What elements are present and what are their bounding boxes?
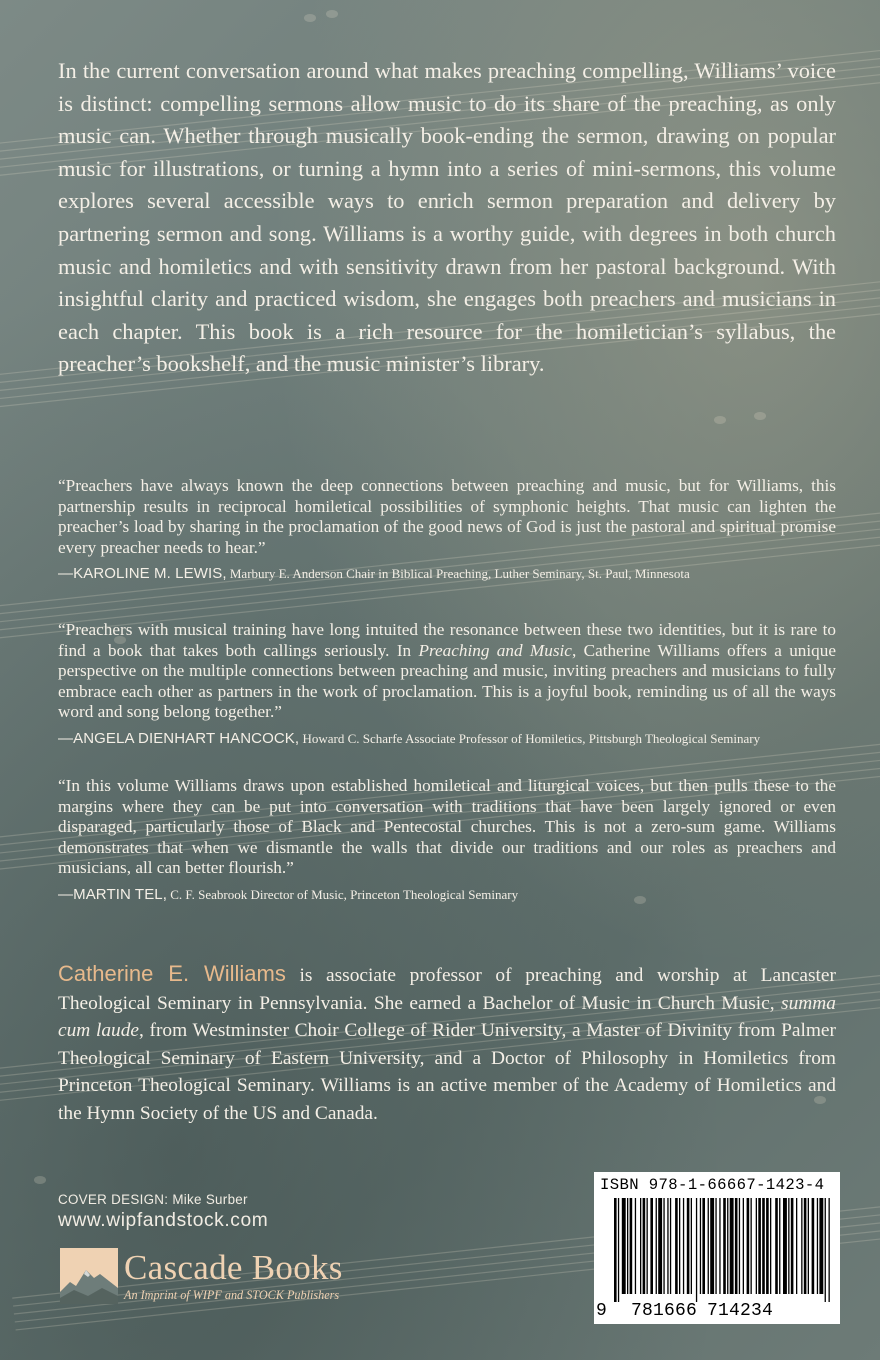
endorser-name: KAROLINE M. LEWIS, xyxy=(73,565,227,583)
barcode-bar xyxy=(658,1198,662,1294)
barcode-bar xyxy=(630,1198,633,1294)
barcode-bar xyxy=(791,1198,794,1294)
endorsement-attribution xyxy=(58,565,836,583)
endorser-name: MARTIN TEL, xyxy=(73,885,168,903)
quote-text: , Catherine Williams offers a unique perspective on the multiple connections between preaching and music, inviting preachers and musicians to fully embrace each other as partners in the work of proclamation. This is a joyful book, reminding us of all the ways word and song belong together.” xyxy=(58,640,836,722)
endorsement-2 xyxy=(58,620,836,748)
barcode-bar xyxy=(735,1198,738,1294)
cover-designer: Mike Surber xyxy=(168,1192,248,1207)
endorser-dash: — xyxy=(58,885,74,903)
barcode-bar xyxy=(675,1198,678,1294)
ean-digits xyxy=(596,1301,838,1321)
barcode-bar xyxy=(647,1198,648,1294)
endorser-name: ANGELA DIENHART HANCOCK, xyxy=(73,729,300,747)
barcode-bar xyxy=(687,1198,690,1294)
barcode-bar xyxy=(723,1198,726,1294)
barcode-bar xyxy=(643,1198,646,1294)
barcode-bar xyxy=(766,1198,769,1294)
cover-design-label: COVER DESIGN: xyxy=(58,1192,169,1207)
endorsement-quote: “In this volume Williams draws upon established homiletical and liturgical voices, but then pulls these to the margins where they can be put into conversation with traditions that have been largely ignored or even disparaged, particularly those of Black and Pentecostal churches. This is not a zero-sum game. Williams demonstrates that when we dismantle the walls that divide our traditions and our roles as preachers and musicians, all can better flourish.” xyxy=(58,776,836,878)
barcode-bar xyxy=(614,1198,617,1302)
barcode-bar xyxy=(727,1198,728,1294)
barcode-bar xyxy=(819,1198,823,1294)
endorser-title: Marbury E. Anderson Chair in Biblical Preaching, Luther Seminary, St. Paul, Minnesota xyxy=(229,566,690,582)
publisher-imprint xyxy=(60,1248,400,1308)
barcode-bar xyxy=(829,1198,830,1302)
author-bio xyxy=(58,960,836,1128)
endorsement-attribution xyxy=(58,730,836,748)
barcode-bar xyxy=(808,1198,809,1294)
cover-design-credit xyxy=(58,1192,268,1207)
endorser-title: C. F. Seabrook Director of Music, Princeton Theological Seminary xyxy=(170,886,519,902)
ean-first-digit: 9 xyxy=(596,1301,608,1321)
book-title: Preaching and Music xyxy=(418,640,572,660)
mountain-logo-icon xyxy=(60,1248,118,1304)
barcode-bar xyxy=(618,1198,619,1302)
isbn-label: ISBN 978-1-66667-1423-4 xyxy=(600,1176,825,1194)
barcode-bar xyxy=(719,1198,720,1294)
barcode-bar xyxy=(679,1198,680,1294)
barcode-bar xyxy=(756,1198,757,1294)
endorsement-attribution xyxy=(58,886,836,904)
quote-text: “Preachers with musical training have long intuited the resonance between these two identities, but it is rare to find a book that takes both callings seriously. In xyxy=(58,620,836,660)
barcode-bar xyxy=(640,1198,641,1294)
barcode-bar xyxy=(691,1198,692,1294)
publisher-name: Cascade Books xyxy=(124,1248,343,1287)
bio-text: is associate professor of preaching and worship at Lancaster Theological Seminary in Pennsylvania. She earned a Bachelor of Music in Church Music, xyxy=(58,965,836,1014)
barcode-bar xyxy=(730,1198,734,1294)
barcode-bar xyxy=(825,1198,826,1302)
barcode-bar xyxy=(622,1198,626,1294)
barcode-bar xyxy=(650,1198,653,1294)
endorser-dash: — xyxy=(58,565,74,583)
credits xyxy=(58,1192,268,1232)
barcode-bars xyxy=(614,1198,832,1302)
barcode-bar xyxy=(770,1198,771,1294)
endorser-title: Howard C. Scharfe Associate Professor of Homiletics, Pittsburgh Theological Seminary xyxy=(302,730,761,746)
barcode-bar xyxy=(817,1198,818,1294)
barcode-bar xyxy=(743,1198,744,1294)
ean-left-group: 781666 xyxy=(631,1301,698,1321)
bio-honor: summa cum laude xyxy=(58,992,836,1042)
endorsement-quote xyxy=(58,620,836,723)
book-description: In the current conversation around what makes preaching compelling, Williams’ voice is distinct: compelling sermons allow music to do its share of the preaching, as only music can. Whether through musically book-ending the sermon, drawing on popular music for illustrations, or turning a hymn into a series of mini-sermons, this volume explores several accessible ways to enrich sermon preparation and delivery by partnering sermon and song. Williams is a worthy guide, with degrees in both church music and homiletics and with sensitivity drawn from her pastoral background. With insightful clarity and practiced wisdom, she engages both preachers and musicians in each chapter. This book is a rich resource for the homiletician’s syllabus, the preacher’s bookshelf, and the music minister’s library. xyxy=(58,58,836,377)
barcode-bar xyxy=(702,1198,705,1294)
ean-right-group: 714234 xyxy=(707,1301,774,1321)
bio-text: , from Westminster Choir College of Rider University, a Master of Divinity from Palmer Theological Seminary of Eastern University, and a Doctor of Philosophy in Homiletics from Princeton Theological Seminary. Williams is an active member of the Academy of Homiletics and the Hymn Society of the US and Canada. xyxy=(58,1020,836,1124)
barcode-bar xyxy=(715,1198,716,1294)
barcode-bar xyxy=(627,1198,628,1294)
barcode-bar xyxy=(683,1198,684,1294)
barcode-bar xyxy=(796,1198,797,1294)
endorsement-quote: “Preachers have always known the deep connections between preaching and music, but for Williams, this partnership results in reciprocal homiletical possibilities of symphonic heights. That music can lighten the preacher’s load by sharing in the proclamation of the good news of God is just the pastoral and spiritual promise every preacher needs to hear.” xyxy=(58,476,836,557)
barcode-bar xyxy=(710,1198,714,1294)
barcode-bar xyxy=(696,1198,697,1302)
barcode-bar xyxy=(779,1198,780,1294)
endorsement-1 xyxy=(58,476,836,583)
barcode-bar xyxy=(788,1198,789,1294)
barcode-bar xyxy=(670,1198,671,1294)
barcode-bar xyxy=(783,1198,787,1294)
barcode-bar xyxy=(635,1198,636,1294)
barcode-bar xyxy=(667,1198,668,1294)
barcode-bar xyxy=(775,1198,778,1294)
author-name: Catherine E. Williams xyxy=(58,961,286,986)
barcode-bar xyxy=(751,1198,752,1294)
endorsement-3 xyxy=(58,776,836,904)
barcode-bar xyxy=(758,1198,761,1294)
barcode-bar xyxy=(804,1198,807,1294)
barcode-bar xyxy=(663,1198,664,1294)
endorser-dash: — xyxy=(58,729,74,747)
publisher-subtitle: An Imprint of WIPF and STOCK Publishers xyxy=(124,1288,340,1302)
barcode-bar xyxy=(700,1198,701,1294)
barcode-bar xyxy=(762,1198,765,1294)
barcode-bar xyxy=(739,1198,740,1294)
barcode-bar xyxy=(747,1198,750,1294)
barcode-bar xyxy=(708,1198,709,1294)
isbn-barcode xyxy=(594,1172,840,1324)
barcode-bar xyxy=(812,1198,815,1294)
barcode-bar xyxy=(801,1198,802,1294)
barcode-bar xyxy=(656,1198,657,1294)
publisher-website[interactable]: www.wipfandstock.com xyxy=(58,1210,269,1231)
